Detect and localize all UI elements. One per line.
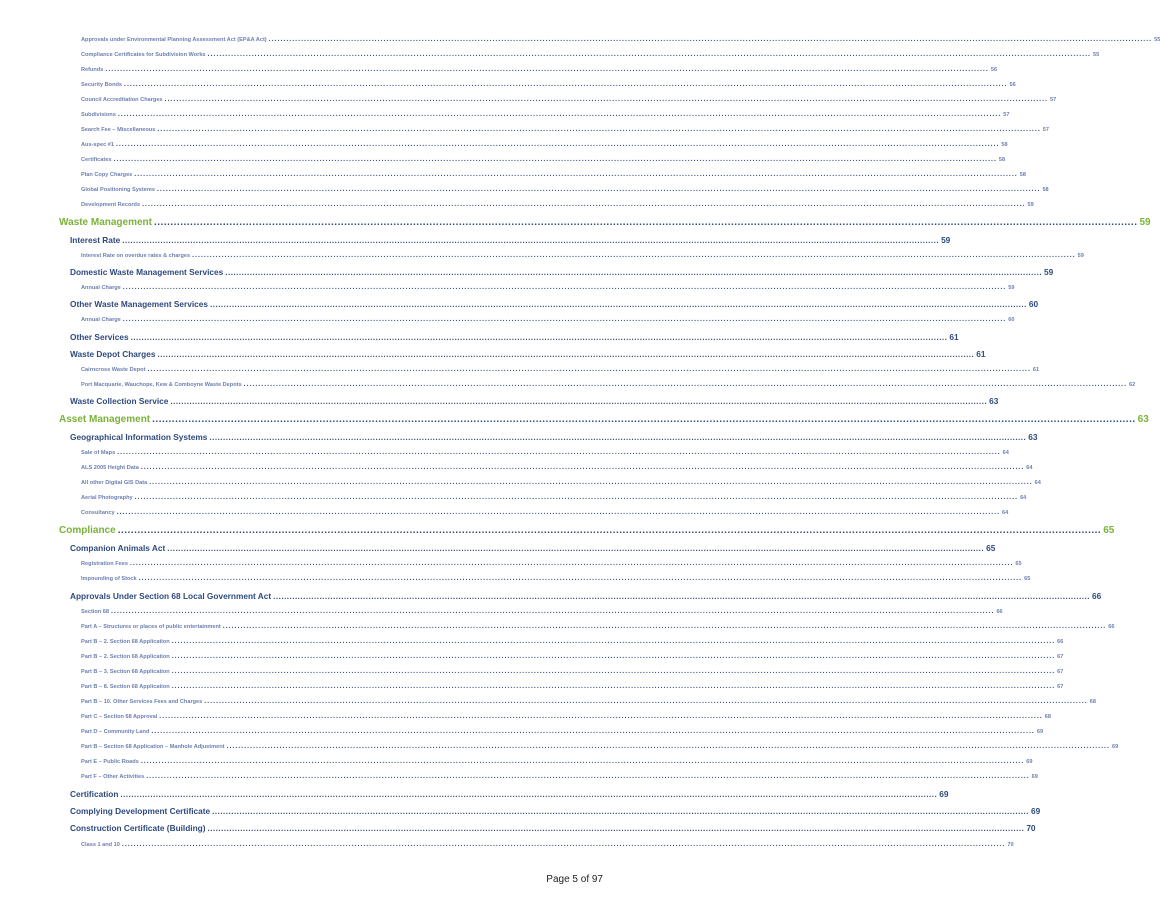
- toc-entry[interactable]: [81, 638, 1064, 645]
- toc-entry-label: Domestic Waste Management Services: [70, 267, 224, 277]
- toc-entry-label: Part F – Other Activities: [81, 774, 145, 780]
- toc-entry-label: Port Macquarie, Wauchope, Kew & Comboyne Waste Depots: [81, 382, 242, 388]
- toc-entry-label: Security Bonds: [81, 82, 123, 88]
- toc-entry-page-number: 69: [1031, 774, 1038, 780]
- toc-entry-page-number: 55: [1093, 52, 1100, 58]
- dot-leader: ............................................................................................................................................................................................................................................................................................................: [207, 51, 1091, 58]
- toc-entry-label: Plan Copy Charges: [81, 172, 133, 178]
- toc-entry-label: Certification: [70, 789, 119, 799]
- dot-leader: ............................................................................................................................................................................................................................................................................................................: [122, 316, 1007, 323]
- toc-entry-page-number: 66: [996, 609, 1003, 615]
- toc-entry-page-number: 65: [1103, 525, 1115, 536]
- toc-entry-label: Council Accreditation Charges: [81, 97, 163, 103]
- toc-entry-label: Aerial Photography: [81, 495, 133, 501]
- dot-leader: ............................................................................................................................................................................................................................................................................................................: [140, 758, 1025, 765]
- toc-entry-page-number: 65: [1024, 576, 1031, 582]
- toc-entry-page-number: 64: [1002, 510, 1009, 516]
- toc-entry-label: Part A – Structures or places of public entertainment: [81, 624, 221, 630]
- toc-entry[interactable]: [81, 698, 1096, 705]
- toc-subsection-entry[interactable]: [70, 543, 996, 553]
- toc-entry[interactable]: [81, 653, 1064, 660]
- toc-entry-label: Global Positioning Systems: [81, 187, 155, 193]
- toc-entry-label: Part B – 8. Section 68 Application: [81, 684, 170, 690]
- dot-leader: ............................................................................................................................................................................................................................................................................................................: [122, 236, 940, 245]
- toc-entry-page-number: 56: [1009, 82, 1016, 88]
- toc-entry[interactable]: [81, 773, 1038, 780]
- toc-entry-label: Asset Management: [59, 414, 151, 425]
- dot-leader: ............................................................................................................................................................................................................................................................................................................: [156, 186, 1041, 193]
- toc-entry-label: Part B – 3. Section 68 Application: [81, 669, 170, 675]
- toc-entry-label: Aus-spec #1: [81, 142, 114, 148]
- toc-entry[interactable]: [81, 51, 1100, 58]
- toc-entry-label: Waste Collection Service: [70, 396, 169, 406]
- toc-entry-page-number: 59: [1139, 217, 1151, 228]
- dot-leader: ............................................................................................................................................................................................................................................................................................................: [204, 698, 1088, 705]
- toc-section-heading[interactable]: [59, 525, 1115, 536]
- dot-leader: ............................................................................................................................................................................................................................................................................................................: [210, 300, 1027, 309]
- toc-entry-page-number: 55: [1154, 37, 1160, 43]
- toc-entry-page-number: 59: [1027, 202, 1034, 208]
- toc-entry-page-number: 69: [939, 789, 949, 799]
- toc-entry-label: Subdivisions: [81, 112, 116, 118]
- dot-leader: ............................................................................................................................................................................................................................................................................................................: [157, 350, 975, 359]
- toc-subsection-entry[interactable]: [70, 299, 1039, 309]
- toc-entry[interactable]: [81, 316, 1015, 323]
- dot-leader: ............................................................................................................................................................................................................................................................................................................: [171, 668, 1056, 675]
- toc-entry[interactable]: [81, 623, 1115, 630]
- toc-entry-page-number: 65: [1015, 561, 1022, 567]
- toc-entry[interactable]: [81, 575, 1031, 582]
- toc-entry-label: Part E – Public Roads: [81, 759, 139, 765]
- toc-entry[interactable]: [81, 252, 1084, 259]
- toc-subsection-entry[interactable]: [70, 396, 999, 406]
- toc-entry-label: Construction Certificate (Building): [70, 823, 206, 833]
- toc-entry-label: Class 1 and 10: [81, 842, 120, 848]
- toc-entry-label: Annual Charge: [81, 317, 121, 323]
- dot-leader: ............................................................................................................................................................................................................................................................................................................: [164, 96, 1048, 103]
- toc-entry[interactable]: [81, 366, 1040, 373]
- toc-subsection-entry[interactable]: [70, 789, 949, 799]
- toc-entry-label: Part C – Section 68 Approval: [81, 714, 158, 720]
- toc-entry[interactable]: [81, 201, 1034, 208]
- toc-entry-page-number: 67: [1057, 684, 1064, 690]
- toc-entry-label: Impounding of Stock: [81, 576, 137, 582]
- dot-leader: ............................................................................................................................................................................................................................................................................................................: [117, 111, 1002, 118]
- toc-entry-label: Interest Rate: [70, 235, 121, 245]
- toc-entry-label: Development Records: [81, 202, 141, 208]
- toc-subsection-entry[interactable]: [70, 823, 1036, 833]
- toc-entry-page-number: 58: [998, 157, 1006, 163]
- dot-leader: ............................................................................................................................................................................................................................................................................................................: [134, 171, 1018, 178]
- toc-entry[interactable]: [81, 449, 1009, 456]
- toc-entry-label: Companion Animals Act: [70, 543, 166, 553]
- dot-leader: ............................................................................................................................................................................................................................................................................................................: [192, 252, 1076, 259]
- toc-entry-page-number: 58: [1042, 187, 1049, 193]
- toc-entry-page-number: 69: [1030, 806, 1041, 816]
- toc-entry-page-number: 59: [1044, 267, 1054, 277]
- toc-entry-page-number: 58: [1019, 172, 1026, 178]
- toc-entry[interactable]: [81, 156, 1006, 163]
- dot-leader: ............................................................................................................................................................................................................................................................................................................: [149, 479, 1033, 486]
- toc-entry-page-number: 57: [1050, 97, 1057, 103]
- toc-entry[interactable]: [81, 81, 1016, 88]
- dot-leader: ............................................................................................................................................................................................................................................................................................................: [129, 560, 1014, 567]
- toc-entry-label: Interest Rate on overdue rates & charges: [81, 253, 191, 259]
- dot-leader: ............................................................................................................................................................................................................................................................................................................: [212, 807, 1029, 816]
- dot-leader: ............................................................................................................................................................................................................................................................................................................: [171, 683, 1056, 690]
- toc-entry[interactable]: [81, 758, 1033, 765]
- toc-entry-page-number: 66: [1108, 624, 1115, 630]
- toc-entry-label: Part D – Community Land: [81, 729, 150, 735]
- toc-entry-label: Approvals Under Section 68 Local Government Act: [70, 591, 272, 601]
- toc-entry-page-number: 60: [1008, 317, 1015, 323]
- dot-leader: ............................................................................................................................................................................................................................................................................................................: [170, 397, 988, 406]
- toc-entry-label: Registration Fees: [81, 561, 128, 567]
- toc-entry-page-number: 63: [1137, 414, 1149, 425]
- toc-entry-page-number: 56: [990, 67, 998, 73]
- toc-entry[interactable]: [81, 841, 1014, 848]
- dot-leader: ............................................................................................................................................................................................................................................................................................................: [115, 141, 1000, 148]
- toc-section-heading[interactable]: [59, 217, 1151, 228]
- toc-entry[interactable]: [81, 111, 1010, 118]
- toc-entry-label: Compliance: [59, 525, 116, 536]
- dot-leader: ............................................................................................................................................................................................................................................................................................................: [153, 217, 1138, 228]
- toc-entry-page-number: 64: [1020, 495, 1027, 501]
- toc-entry-page-number: 68: [1044, 714, 1051, 720]
- toc-entry[interactable]: [81, 186, 1049, 193]
- toc-subsection-entry[interactable]: [70, 332, 959, 342]
- toc-entry-label: Cairncross Waste Depot: [81, 367, 146, 373]
- toc-entry-label: Sale of Maps: [81, 450, 116, 456]
- dot-leader: ............................................................................................................................................................................................................................................................................................................: [222, 623, 1107, 630]
- toc-entry-page-number: 66: [1091, 591, 1102, 601]
- dot-leader: ............................................................................................................................................................................................................................................................................................................: [138, 575, 1023, 582]
- dot-leader: ............................................................................................................................................................................................................................................................................................................: [225, 268, 1043, 277]
- toc-entry-label: Annual Charge: [81, 285, 121, 291]
- toc-entry[interactable]: [81, 284, 1015, 291]
- toc-entry-page-number: 67: [1057, 669, 1064, 675]
- toc-entry[interactable]: [81, 141, 1008, 148]
- dot-leader: ............................................................................................................................................................................................................................................................................................................: [273, 592, 1090, 601]
- dot-leader: ............................................................................................................................................................................................................................................................................................................: [142, 201, 1026, 208]
- toc-entry-page-number: 59: [1077, 253, 1084, 259]
- toc-entry-label: Geographical Information Systems: [70, 432, 208, 442]
- dot-leader: ............................................................................................................................................................................................................................................................................................................: [121, 841, 1006, 848]
- page-number-footer: Page 5 of 97: [546, 874, 603, 885]
- toc-subsection-entry[interactable]: [70, 591, 1102, 601]
- toc-entry[interactable]: [81, 96, 1057, 103]
- dot-leader: ............................................................................................................................................................................................................................................................................................................: [171, 653, 1056, 660]
- toc-entry-label: Section 68: [81, 609, 109, 615]
- dot-leader: ............................................................................................................................................................................................................................................................................................................: [209, 433, 1027, 442]
- dot-leader: ............................................................................................................................................................................................................................................................................................................: [226, 743, 1110, 750]
- toc-entry-label: Certificates: [81, 157, 112, 163]
- toc-entry[interactable]: [81, 743, 1119, 750]
- toc-entry-label: Waste Depot Charges: [70, 349, 156, 359]
- toc-entry[interactable]: [81, 494, 1027, 501]
- toc-entry-page-number: 61: [949, 332, 959, 342]
- dot-leader: ............................................................................................................................................................................................................................................................................................................: [124, 81, 1008, 88]
- toc-entry-label: Waste Management: [59, 217, 152, 228]
- dot-leader: ............................................................................................................................................................................................................................................................................................................: [110, 608, 995, 615]
- toc-subsection-entry[interactable]: [70, 432, 1038, 442]
- dot-leader: ............................................................................................................................................................................................................................................................................................................: [113, 156, 997, 163]
- toc-entry-page-number: 64: [1002, 450, 1009, 456]
- toc-entry[interactable]: [81, 479, 1041, 486]
- toc-entry-page-number: 69: [1036, 729, 1044, 735]
- toc-entry-label: Complying Development Certificate: [70, 806, 211, 816]
- dot-leader: ............................................................................................................................................................................................................................................................................................................: [116, 509, 1001, 516]
- toc-entry[interactable]: [81, 668, 1064, 675]
- dot-leader: ............................................................................................................................................................................................................................................................................................................: [151, 728, 1035, 735]
- toc-entry[interactable]: [81, 728, 1044, 735]
- dot-leader: ............................................................................................................................................................................................................................................................................................................: [117, 449, 1001, 456]
- toc-entry-label: ALS 2005 Height Data: [81, 465, 139, 471]
- toc-entry[interactable]: [81, 381, 1136, 388]
- toc-entry-page-number: 58: [1001, 142, 1008, 148]
- dot-leader: ............................................................................................................................................................................................................................................................................................................: [117, 525, 1102, 536]
- toc-subsection-entry[interactable]: [70, 267, 1054, 277]
- toc-entry[interactable]: [81, 171, 1026, 178]
- toc-entry-page-number: 57: [1003, 112, 1010, 118]
- toc-entry[interactable]: [81, 560, 1022, 567]
- toc-entry[interactable]: [81, 683, 1064, 690]
- toc-entry-label: Search Fee – Miscellaneous: [81, 127, 156, 133]
- toc-entry-page-number: 60: [1028, 299, 1039, 309]
- toc-entry-page-number: 57: [1042, 127, 1049, 133]
- dot-leader: ............................................................................................................................................................................................................................................................................................................: [207, 824, 1025, 833]
- toc-entry-label: Refunds: [81, 67, 104, 73]
- toc-subsection-entry[interactable]: [70, 235, 951, 245]
- toc-entry-page-number: 69: [1111, 744, 1119, 750]
- toc-entry[interactable]: [81, 713, 1051, 720]
- toc-entry-label: Part B – 2. Section 68 Application: [81, 639, 170, 645]
- toc-section-heading[interactable]: [59, 414, 1149, 425]
- dot-leader: ............................................................................................................................................................................................................................................................................................................: [140, 464, 1025, 471]
- dot-leader: ............................................................................................................................................................................................................................................................................................................: [268, 36, 1153, 43]
- dot-leader: ............................................................................................................................................................................................................................................................................................................: [152, 414, 1136, 425]
- toc-entry[interactable]: [81, 36, 1160, 43]
- toc-entry-page-number: 64: [1034, 480, 1041, 486]
- toc-entry[interactable]: [81, 464, 1033, 471]
- dot-leader: ............................................................................................................................................................................................................................................................................................................: [130, 333, 948, 342]
- toc-entry-page-number: 67: [1057, 654, 1064, 660]
- toc-subsection-entry[interactable]: [70, 806, 1041, 816]
- toc-entry-label: Part B – 2. Section 68 Application: [81, 654, 170, 660]
- dot-leader: ............................................................................................................................................................................................................................................................................................................: [159, 713, 1043, 720]
- toc-entry-label: Compliance Certificates for Subdivision Works: [81, 52, 206, 58]
- toc-entry-page-number: 63: [989, 396, 999, 406]
- dot-leader: ............................................................................................................................................................................................................................................................................................................: [105, 66, 989, 73]
- toc-entry[interactable]: [81, 608, 1003, 615]
- toc-entry-page-number: 66: [1057, 639, 1064, 645]
- dot-leader: ............................................................................................................................................................................................................................................................................................................: [146, 773, 1030, 780]
- toc-entry-page-number: 62: [1129, 382, 1136, 388]
- dot-leader: ............................................................................................................................................................................................................................................................................................................: [134, 494, 1019, 501]
- dot-leader: ............................................................................................................................................................................................................................................................................................................: [122, 284, 1007, 291]
- toc-entry[interactable]: [81, 509, 1009, 516]
- dot-leader: ............................................................................................................................................................................................................................................................................................................: [243, 381, 1128, 388]
- toc-entry-label: Part B – 10. Other Services Fees and Charges: [81, 699, 203, 705]
- dot-leader: ............................................................................................................................................................................................................................................................................................................: [171, 638, 1056, 645]
- toc-entry-label: All other Digital GIS Data: [81, 480, 148, 486]
- toc-entry-label: Other Services: [70, 332, 129, 342]
- toc-entry-label: Other Waste Management Services: [70, 299, 209, 309]
- dot-leader: ............................................................................................................................................................................................................................................................................................................: [157, 126, 1041, 133]
- toc-entry-label: Consultancy: [81, 510, 115, 516]
- toc-entry-page-number: 64: [1026, 465, 1033, 471]
- toc-entry-page-number: 68: [1089, 699, 1096, 705]
- toc-entry-label: Part B – Section 68 Application – Manhole Adjustment: [81, 744, 225, 750]
- toc-entry[interactable]: [81, 66, 998, 73]
- dot-leader: ............................................................................................................................................................................................................................................................................................................: [120, 790, 938, 799]
- toc-entry-page-number: 63: [1028, 432, 1038, 442]
- toc-entry-page-number: 70: [1007, 842, 1014, 848]
- toc-entry-page-number: 61: [976, 349, 986, 359]
- dot-leader: ............................................................................................................................................................................................................................................................................................................: [167, 544, 985, 553]
- toc-entry-page-number: 59: [941, 235, 951, 245]
- toc-entry-page-number: 65: [986, 543, 996, 553]
- dot-leader: ............................................................................................................................................................................................................................................................................................................: [147, 366, 1031, 373]
- toc-entry-label: Approvals under Environmental Planning Assessment Act (EP&A Act): [81, 37, 267, 43]
- toc-subsection-entry[interactable]: [70, 349, 986, 359]
- toc-entry-page-number: 69: [1026, 759, 1033, 765]
- toc-entry-page-number: 59: [1008, 285, 1015, 291]
- toc-entry-page-number: 61: [1032, 367, 1040, 373]
- toc-entry[interactable]: [81, 126, 1049, 133]
- toc-entry-page-number: 70: [1026, 823, 1036, 833]
